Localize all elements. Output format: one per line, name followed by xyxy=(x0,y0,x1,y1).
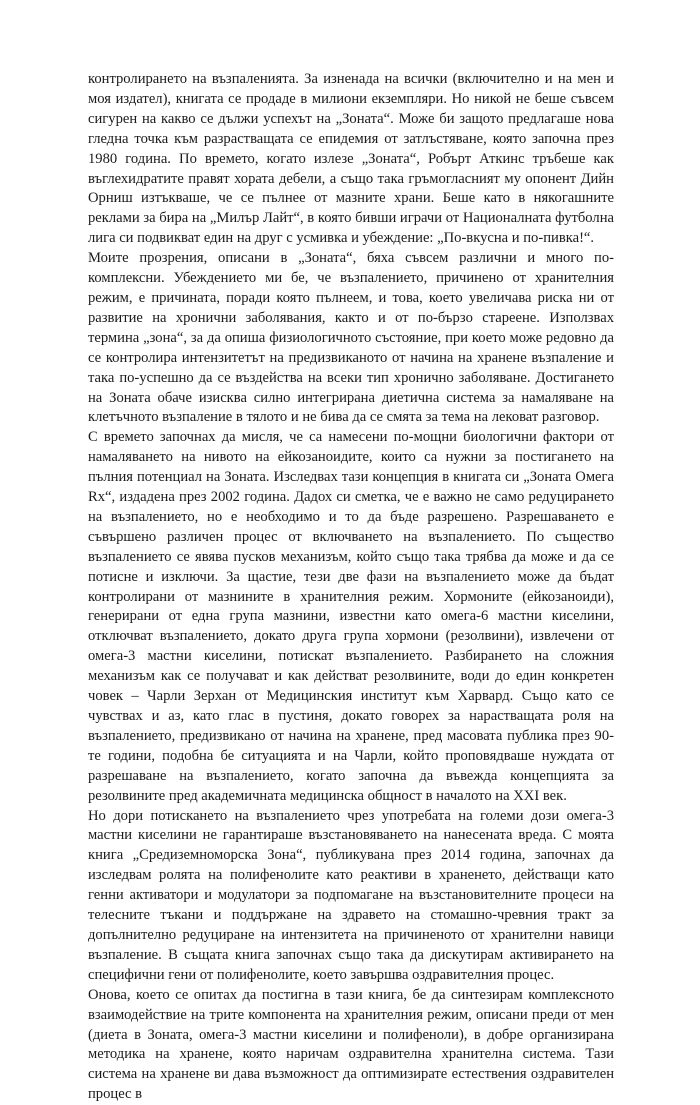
paragraph-2: Моите прозрения, описани в „Зоната“, бяха съвсем различни и много по-комплексни. Убеждението ми бе, че възпалението, причинено от хранителния режим, е причината, поради която пълнеем, и това, което увеличава риска ни от развитие на хронични заболявания, както и от по-бързо стареене. Използвах термина „зона“, за да опиша физиологичното състояние, при което може редовно да се контролира интензитетът на предизвиканото от начина на хранене възпаление и така по-успешно да се въздейства на всеки тип хронично заболяване. Достигането на Зоната обаче изисква силно интегрирана диетична система за намаляване на клетъчното възпаление в тялото и не бива да се смята за тема на лековат разговор. xyxy=(88,250,614,426)
paragraph-1: контролирането на възпаленията. За изненада на всички (включително и на мен и моя издател), книгата се продаде в милиони екземпляри. Но никой не беше съвсем сигурен на какво се дължи успехът на „Зоната“. Може би защото предлагаше нова гледна точка към разрастващата се епидемия от затлъстяване, която започна през 1980 година. По времето, когато излезе „Зоната“, Робърт Аткинс тръбеше как въглехидратите правят хората дебели, а също така гръмогласният му опонент Дийн Орниш изтъкваше, че се пълнее от мазните храни. Беше като в някогашните реклами за бира на „Милър Лайт“, в която бивши играчи от Националната футболна лига си подвикват един на друг с усмивка и убеждение: „По-вкусна и по-пивка!“. xyxy=(88,71,614,247)
paragraph-4: Но дори потискането на възпалението чрез употребата на големи дози омега-3 мастни киселини не гарантираше възстановяването на нанесената вреда. С моята книга „Средиземноморска Зона“, публикувана през 2014 година, започнах да изследвам ролята на полифенолите като реактиви в храненето, действащи като генни активатори и модулатори за подпомагане на възстановителните процеси на телесните тъкани и поддържане на здравето на стомашно-чревния тракт за допълнително редуциране на интензитета на причиненото от хранителни навици възпаление. В същата книга започнах също така да дискутирам активирането на специфични гени от полифенолите, което завършва оздравителния процес. xyxy=(88,807,614,983)
body-text xyxy=(88,70,614,1105)
paragraph-3: С времето започнах да мисля, че са намесени по-мощни биологични фактори от намаляването на нивото на ейкозаноидите, които са нужни за постигането на пълния потенциал на Зоната. Изследвах тази концепция в книгата си „Зоната Омега Rx“, издадена през 2002 година. Дадох си сметка, че е важно не само редуцирането на възпалението, но е необходимо и то да бъде разрешено. Разрешаването е съвършено различен процес от включването на възпалението. По същество възпалението се явява пусков механизъм, който също така трябва да може и да се потисне и изключи. За щастие, тези две фази на възпалението може да бъдат контролирани от мазнините в хранителния режим. Хормоните (ейкозаноиди), генерирани от една група мазнини, известни като омега-6 мастни киселини, отключват възпалението, докато друга група хормони (резолвини), извлечени от омега-3 мастни киселини, потискат възпалението. Разбирането на сложния механизъм как се получават и как действат резолвините, води до един конкретен човек – Чарли Зерхан от Медицинския институт към Харвард. Също като се чувствах и аз, като глас в пустиня, докато говорех за нарастващата роля на възпалението, предизвикано от начина на хранене, пред масовата публика през 90-те години, подобна бе ситуацията и на Чарли, който проповядваше нуждата от разрешаване на възпалението, когато започна да въвежда концепцията за резолвините пред академичната медицинска общност в началото на XXI век. xyxy=(88,429,614,804)
paragraph-5: Онова, което се опитах да постигна в тази книга, бе да синтезирам комплексното взаимодействие на трите компонента на хранителния режим, описани преди от мен (диета в Зоната, омега-3 мастни киселини и полифеноли), в добре организирана методика на хранене, която наричам оздравителна хранителна система. Тази система на хранене ви дава възможност да оптимизирате естествения оздравителен процес в xyxy=(88,986,614,1103)
